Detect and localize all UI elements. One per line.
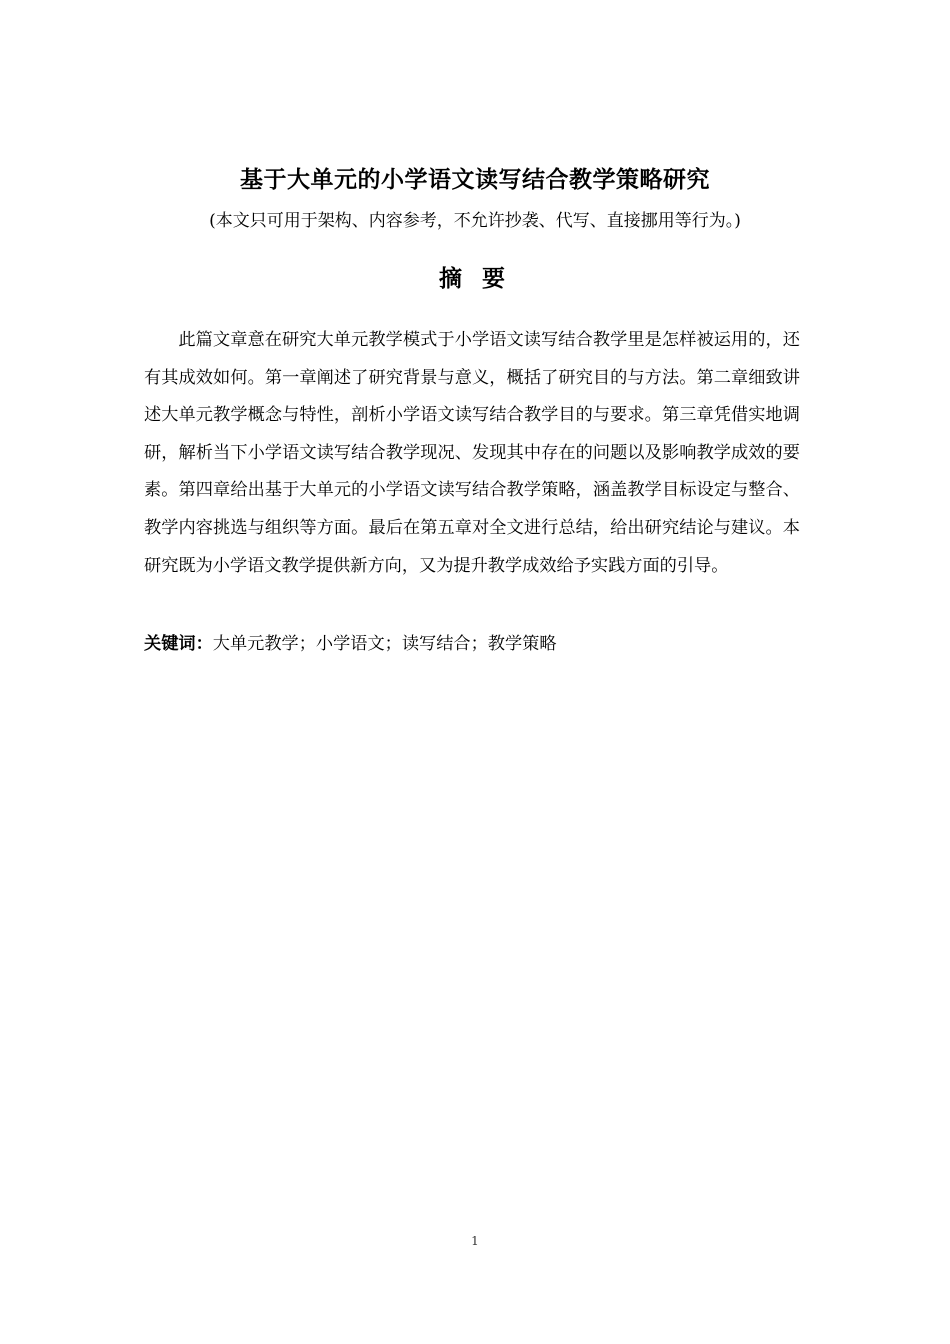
page-number: 1 [471,1234,479,1248]
keywords-line [144,628,800,660]
document-subtitle: (本文只可用于架构、内容参考，不允许抄袭、代写、直接挪用等行为。) [209,211,741,231]
abstract-heading: 摘 要 [438,266,511,292]
abstract-body: 此篇文章意在研究大单元教学模式于小学语文读写结合教学里是怎样被运用的，还有其成效如何。第一章阐述了研究背景与意义，概括了研究目的与方法。第二章细致讲述大单元教学概念与特性，剖析小学语文读写结合教学目的与要求。第三章凭借实地调研，解析当下小学语文读写结合教学现况、发现其中存在的问题以及影响教学成效的要素。第四章给出基于大单元的小学语文读写结合教学策略，涵盖教学目标设定与整合、教学内容挑选与组织等方面。最后在第五章对全文进行总结，给出研究结论与建议。本研究既为小学语文教学提供新方向，又为提升教学成效给予实践方面的引导。 [144,330,800,576]
keywords-value: 大单元教学；小学语文；读写结合；教学策略 [212,634,557,654]
keywords-label: 关键词： [144,634,213,654]
document-title: 基于大单元的小学语文读写结合教学策略研究 [240,167,710,193]
